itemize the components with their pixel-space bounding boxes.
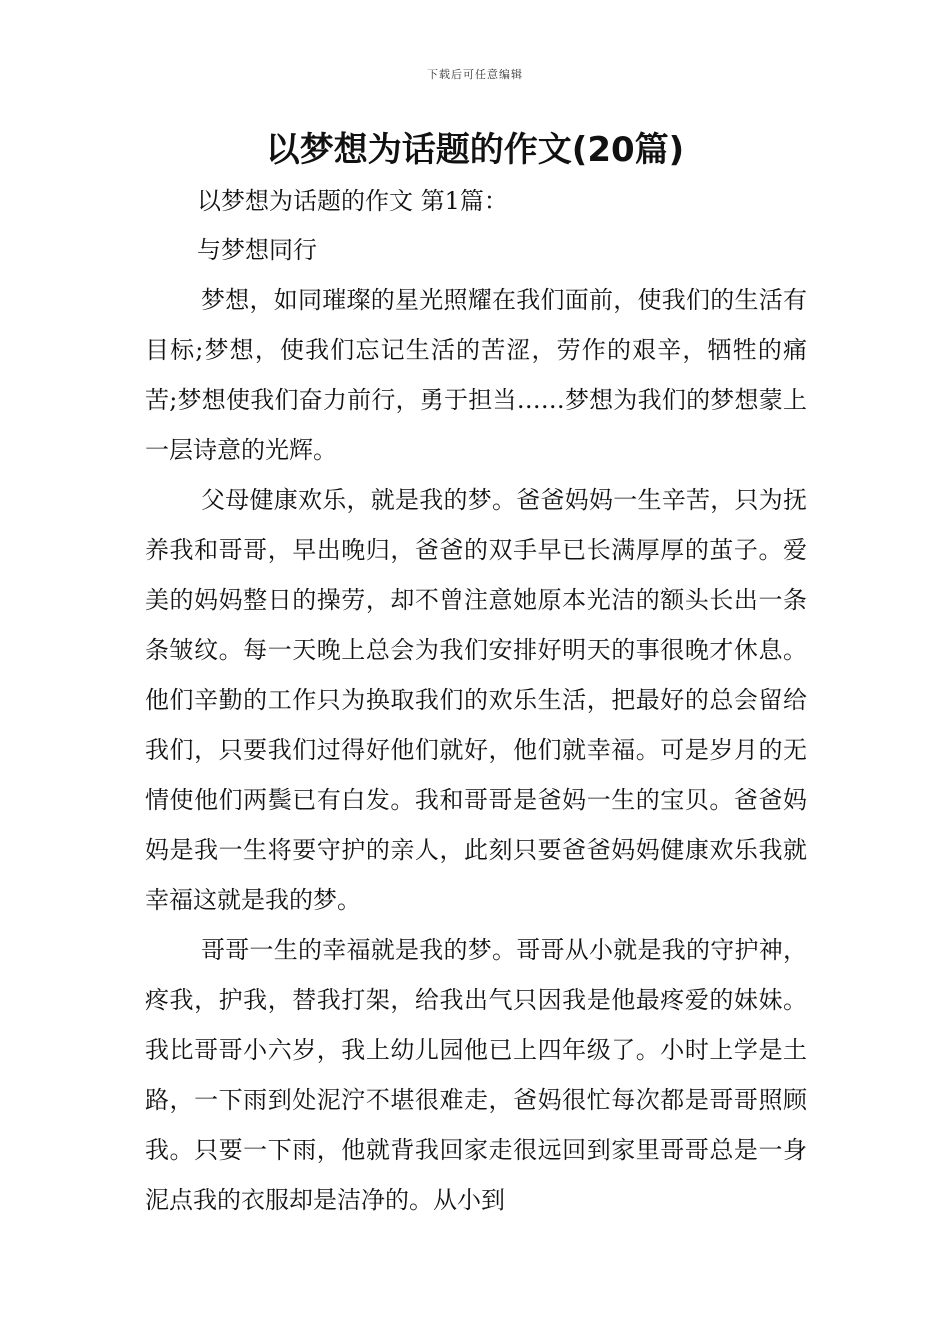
section-label: 以梦想为话题的作文 第1篇： [197,187,508,215]
essay-title: 与梦想同行 [197,236,317,264]
paragraph-1: 梦想，如同璀璨的星光照耀在我们面前，使我们的生活有目标;梦想，使我们忘记生活的苦涩，劳作的艰辛，牺牲的痛苦;梦想使我们奋力前行，勇于担当……梦想为我们的梦想蒙上一层诗意的光辉。 [145,286,807,464]
paragraph-2: 父母健康欢乐，就是我的梦。爸爸妈妈一生辛苦，只为抚养我和哥哥，早出晚归，爸爸的双手早已长满厚厚的茧子。爱美的妈妈整日的操劳，却不曾注意她原本光洁的额头长出一条条皱纹。每一天晚上总会为我们安排好明天的事很晚才休息。他们辛勤的工作只为换取我们的欢乐生活，把最好的总会留给我们，只要我们过得好他们就好，他们就幸福。可是岁月的无情使他们两鬓已有白发。我和哥哥是爸妈一生的宝贝。爸爸妈妈是我一生将要守护的亲人，此刻只要爸爸妈妈健康欢乐我就幸福这就是我的梦。 [145,486,807,914]
essay-body [145,275,807,1225]
header-note: 下载后可任意编辑 [427,68,523,81]
paragraph-3: 哥哥一生的幸福就是我的梦。哥哥从小就是我的守护神，疼我，护我，替我打架，给我出气只因我是他最疼爱的妹妹。我比哥哥小六岁，我上幼儿园他已上四年级了。小时上学是土路，一下雨到处泥泞不堪很难走，爸妈很忙每次都是哥哥照顾我。只要一下雨，他就背我回家走很远回到家里哥哥总是一身泥点我的衣服却是洁净的。从小到 [145,936,807,1214]
document-title: 以梦想为话题的作文(20篇) [265,130,685,170]
